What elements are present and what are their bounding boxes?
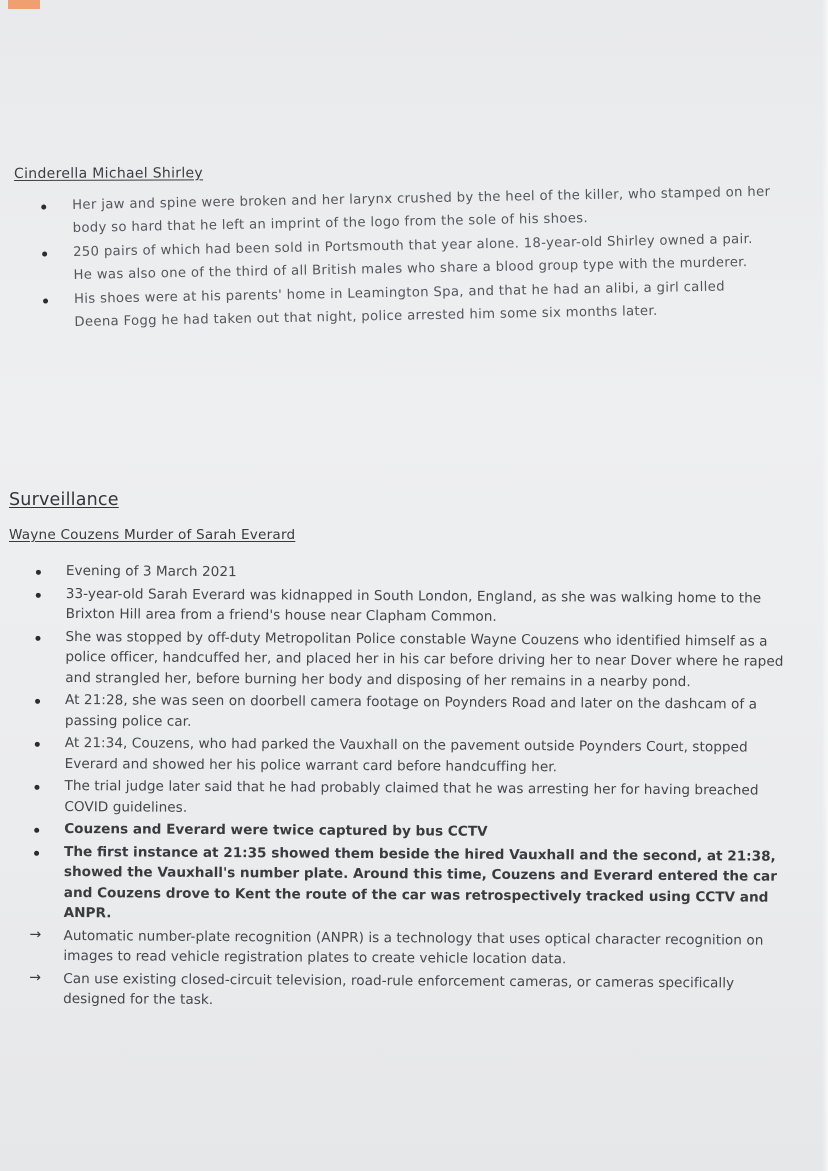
couzens-bullet-list	[29, 561, 786, 1016]
list-item	[29, 968, 783, 1014]
list-item	[66, 583, 786, 629]
bullet-icon	[34, 785, 39, 790]
arrow-right-icon: →	[29, 926, 42, 943]
list-item-text: Automatic number-plate recognition (ANPR) is a technology that uses optical character recognition on images to read vehicle registration plates to create vehicle location data.	[63, 927, 764, 968]
list-item	[66, 561, 786, 586]
list-item-text: 33-year-old Sarah Everard was kidnapped in South London, England, as she was walking home to the Brixton Hill area from a friend's house near Clapham Common.	[65, 585, 762, 625]
list-item-text: His shoes were at his parents' home in Leamington Spa, and that he had an alibi, a girl called Deena Fogg he had taken out that night, police arrested him some six months later.	[73, 279, 726, 330]
bullet-icon	[36, 570, 41, 575]
bullet-icon	[36, 592, 41, 597]
list-item	[29, 925, 783, 971]
list-item-text: Can use existing closed-circuit television, road-rule enforcement cameras, or cameras specifically designed for the task.	[63, 970, 735, 1008]
bullet-icon	[35, 699, 40, 704]
orange-tab-marker	[8, 0, 40, 9]
list-item-text: She was stopped by off-duty Metropolitan Police constable Wayne Couzens who identified himself as a police officer, handcuffed her, and placed her in his car before driving her to near Dover where he raped and strangled her, before burning her body and disposing of her remains in a nearby pond.	[65, 628, 784, 690]
list-item-text: The trial judge later said that he had probably claimed that he was arresting her for having breached COVID guidelines.	[64, 777, 759, 816]
bullet-icon	[34, 828, 39, 833]
couzens-subheading: Wayne Couzens Murder of Sarah Everard	[9, 527, 296, 543]
list-item	[65, 733, 785, 779]
bullet-icon	[41, 204, 46, 209]
bullet-icon	[34, 850, 39, 855]
list-item	[64, 819, 784, 844]
arrow-right-icon: →	[29, 969, 42, 986]
list-item	[64, 841, 785, 928]
list-item	[64, 776, 784, 822]
surveillance-heading: Surveillance	[9, 490, 119, 510]
bullet-icon	[43, 298, 48, 303]
list-item-text: Couzens and Everard were twice captured by bus CCTV	[64, 820, 488, 840]
bullet-icon	[35, 635, 40, 640]
list-item-text: Evening of 3 March 2021	[65, 562, 237, 581]
bullet-icon	[42, 251, 47, 256]
list-item-text: At 21:28, she was seen on doorbell camera footage on Poynders Road and later on the dashcam of a passing police car.	[64, 691, 758, 730]
bullet-icon	[35, 742, 40, 747]
list-item-text: At 21:34, Couzens, who had parked the Vauxhall on the pavement outside Poynders Court, stopped Everard and showed her his police warrant card before handcuffing her.	[64, 734, 748, 775]
shirley-bullet-list	[72, 181, 775, 335]
list-item-text: Her jaw and spine were broken and her larynx crushed by the heel of the killer, who stamped on her body so hard that he left an imprint of the logo from the sole of his shoes.	[72, 184, 771, 236]
page-edge	[822, 0, 828, 1171]
list-item-text: The first instance at 21:35 showed them beside the hired Vauxhall and the second, at 21:38, showed the Vauxhall's number plate. Around this time, Couzens and Everard entered the car and Couzens drove to Kent the route of the car was retrospectively tracked using CCTV and ANPR.	[63, 843, 777, 922]
list-item	[65, 626, 785, 692]
shirley-heading: Cinderella Michael Shirley	[14, 165, 204, 182]
list-item-text: 250 pairs of which had been sold in Portsmouth that year alone. 18-year-old Shirley owned a pair. He was also one of the third of all British males who share a blood group type with the murderer.	[72, 231, 753, 283]
list-item	[65, 690, 785, 736]
